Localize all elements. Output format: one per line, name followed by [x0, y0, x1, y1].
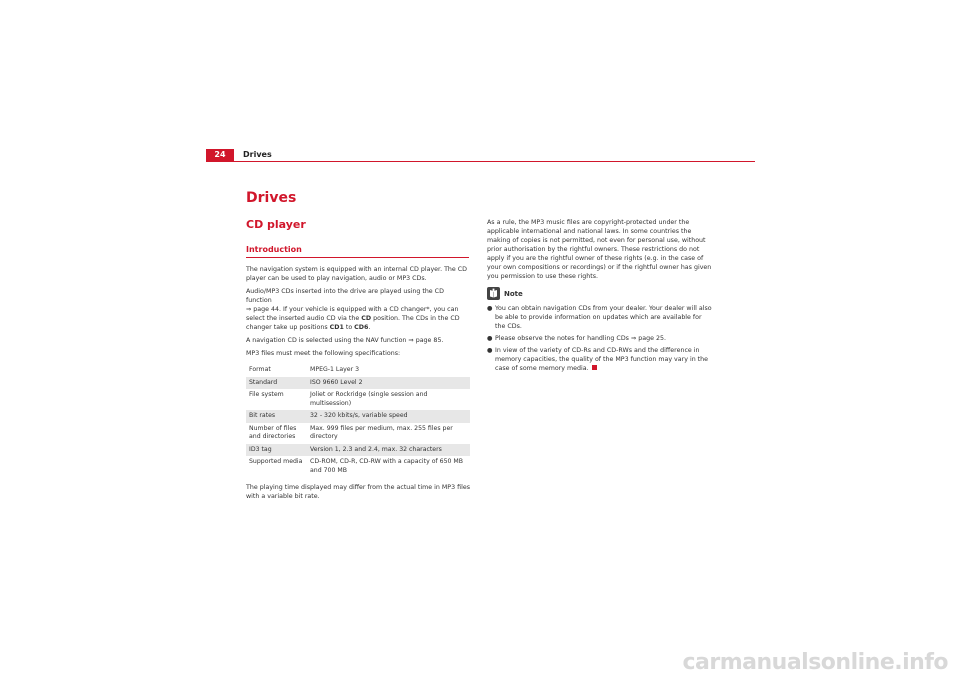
- watermark-text: carmanualsonline.info: [682, 650, 948, 675]
- spec-value: ISO 9660 Level 2: [307, 377, 470, 390]
- intro-paragraph-5: The playing time displayed may differ from the actual time in MP3 files with a variable bit rate.: [246, 484, 470, 500]
- section-title-drives: Drives: [246, 190, 297, 206]
- p3-text-b: page 85.: [413, 337, 444, 344]
- bullet2-text-a: Please observe the notes for handling CDs: [495, 335, 631, 342]
- spec-key: File system: [249, 391, 284, 398]
- spec-value: 32 - 320 kbits/s, variable speed: [307, 410, 470, 423]
- spec-key: Standard: [246, 377, 307, 390]
- p2-text-h: .: [368, 324, 371, 331]
- bullet-icon: ●: [487, 305, 493, 312]
- page-number: 24: [206, 149, 234, 161]
- spec-value: CD-ROM, CD-R, CD-RW with a capacity of 650 MB and 700 MB: [310, 458, 463, 474]
- intro-paragraph-3: [246, 336, 470, 345]
- header-rule: [206, 161, 755, 162]
- bullet-icon: ●: [487, 335, 493, 342]
- p2-text-f: to: [343, 324, 355, 331]
- spec-key: Supported media: [249, 458, 303, 465]
- section-end-square-icon: [592, 365, 597, 370]
- table-row: [246, 377, 470, 390]
- spec-key: Bit rates: [246, 410, 307, 423]
- mp3-spec-table: [246, 364, 470, 477]
- p2-text-d: position. The CDs in the CD changer take up positions: [246, 315, 460, 331]
- p2-cd6-label: CD6: [354, 324, 369, 331]
- intro-paragraph-1: The navigation system is equipped with an internal CD player. The CD player can be used to play navigation, audio or MP3 CDs.: [246, 266, 468, 282]
- p2-text-a: Audio/MP3 CDs inserted into the drive are played using the CD function: [246, 288, 444, 304]
- spec-key: ID3 tag: [246, 444, 307, 457]
- arrow-icon: ⇒: [630, 335, 637, 342]
- p3-text-a: A navigation CD is selected using the NAV function: [246, 337, 409, 344]
- header-title: Drives: [243, 150, 272, 159]
- note-bullet: [487, 346, 712, 373]
- bullet-text: You can obtain navigation CDs from your dealer. Your dealer will also be able to provide information on updates which are available for the CDs.: [495, 305, 712, 330]
- note-header: [487, 287, 712, 300]
- note-bullet: [487, 334, 712, 343]
- arrow-icon: ⇒: [246, 306, 252, 313]
- copyright-paragraph: As a rule, the MP3 music files are copyright-protected under the applicable international and national laws. In some countries the making of copies is not permitted, not even for personal use, without prior authorisation by the rightful owners. These restrictions do not apply if you are the rightful owner of these rights (e.g. in the case of your own compositions or recordings) or if the rightful owner has given you permission to use these rights.: [487, 219, 712, 280]
- spec-value: Joliet or Rockridge (single session and multisession): [310, 391, 428, 407]
- bullet2-text-b: page 25.: [636, 335, 666, 342]
- bullet3-text: In view of the variety of CD-Rs and CD-RWs and the difference in memory capacities, the quality of the MP3 function may vary in the case of some memory media.: [495, 347, 709, 372]
- intro-paragraph-4: MP3 files must meet the following specifications:: [246, 350, 401, 357]
- arrow-icon: ⇒: [408, 337, 414, 344]
- table-row: [246, 410, 470, 423]
- page-header: [206, 149, 755, 162]
- subsection-title-cd-player: CD player: [246, 218, 306, 231]
- table-row: [246, 456, 470, 477]
- table-row: [246, 423, 470, 444]
- p2-cd1-label: CD1: [329, 324, 344, 331]
- bullet-text: [495, 346, 712, 373]
- spec-key: Number of files and directories: [249, 424, 297, 440]
- left-column: [246, 265, 470, 505]
- spec-value: Max. 999 files per medium, max. 255 files per directory: [310, 424, 453, 440]
- spec-value: Version 1, 2.3 and 2.4, max. 32 characters: [307, 444, 470, 457]
- bullet-text: [495, 334, 666, 343]
- intro-paragraph-2: [246, 287, 470, 332]
- p2-text-b: page 44. If your vehicle is equipped with a CD changer*, you can select the inserted audio CD via the: [246, 306, 459, 322]
- note-bullet: [487, 304, 712, 331]
- note-label: Note: [504, 289, 523, 298]
- note-book-icon: [487, 287, 500, 300]
- p2-cd-label: CD: [361, 315, 372, 322]
- table-row: [246, 389, 470, 410]
- right-column: [487, 218, 712, 376]
- bullet-icon: ●: [487, 347, 493, 354]
- heading-introduction: Introduction: [246, 244, 469, 258]
- spec-value: MPEG-1 Layer 3: [310, 366, 360, 373]
- table-row: [246, 364, 470, 377]
- table-row: [246, 444, 470, 457]
- spec-key: Format: [249, 366, 271, 373]
